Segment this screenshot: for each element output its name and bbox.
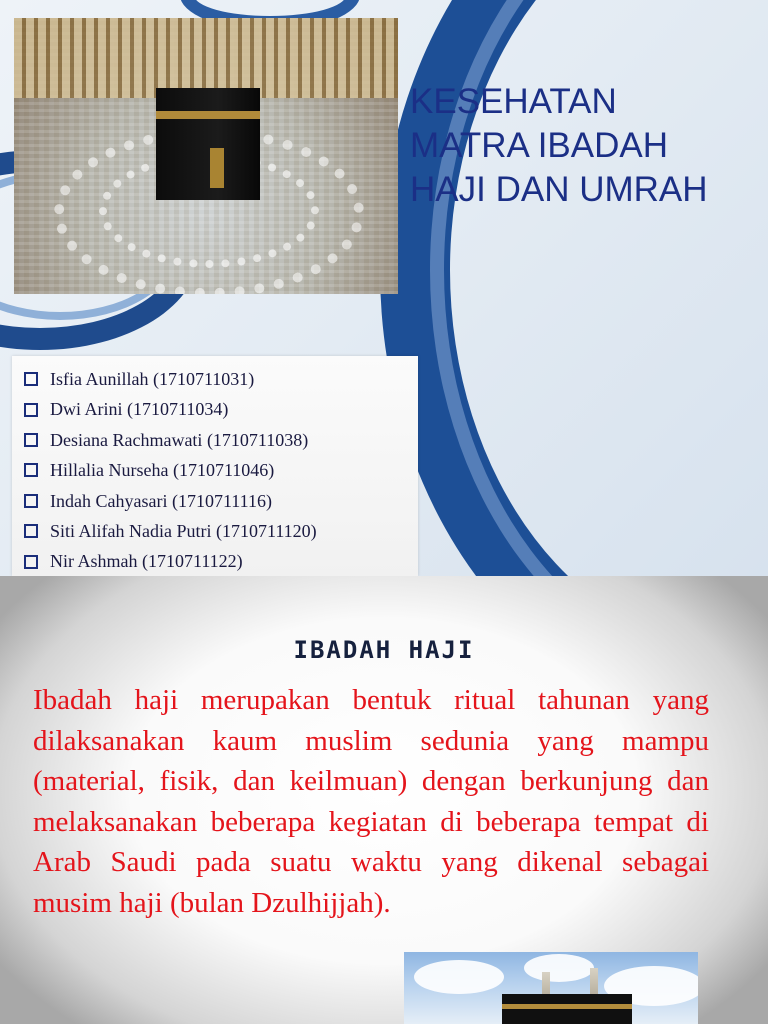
cloud [524,954,594,982]
checkbox-square-icon [24,463,38,477]
checkbox-square-icon [24,494,38,508]
member-item [24,455,418,485]
members-panel [12,356,418,576]
member-name: Siti Alifah Nadia Putri (1710711120) [50,521,317,542]
member-item [24,364,418,394]
member-name: Hillalia Nurseha (1710711046) [50,460,275,481]
member-name: Dwi Arini (1710711034) [50,399,229,420]
kaaba [502,994,632,1024]
member-item [24,425,418,455]
member-item [24,546,418,576]
checkbox-square-icon [24,433,38,447]
member-name: Desiana Rachmawati (1710711038) [50,429,309,450]
checkbox-square-icon [24,524,38,538]
member-name: Isfia Aunillah (1710711031) [50,369,255,389]
checkbox-square-icon [24,372,38,386]
kaaba-photo [14,18,398,294]
member-item [24,516,418,546]
kaaba-door [210,148,224,188]
member-item [24,486,418,516]
member-item [24,394,418,424]
cloud [414,960,504,994]
checkbox-square-icon [24,555,38,569]
kaaba-gold-band [502,1004,632,1009]
slide-title: KESEHATAN MATRA IBADAH HAJI DAN UMRAH [410,82,708,209]
kaaba-sky-photo [404,952,698,1024]
kaaba-gold-band [156,111,260,119]
kaaba [156,88,260,200]
member-name: Indah Cahyasari (1710711116) [50,490,272,511]
checkbox-square-icon [24,403,38,417]
section-heading: IBADAH HAJI [293,636,475,664]
content-slide [0,576,768,1024]
member-name: Nir Ashmah (1710711122) [50,551,243,572]
section-paragraph: Ibadah haji merupakan bentuk ritual tahunan yang dilaksanakan kaum muslim sedunia yang mampu (material, fisik, dan keilmuan) dengan berkunjung dan melaksanakan beberapa kegiatan di beberapa tempat di Arab Saudi pada suatu waktu yang dikenal sebagai musim haji (bulan Dzulhijjah). [33,684,709,919]
mosque-arcade [14,18,398,98]
members-list [12,356,418,576]
